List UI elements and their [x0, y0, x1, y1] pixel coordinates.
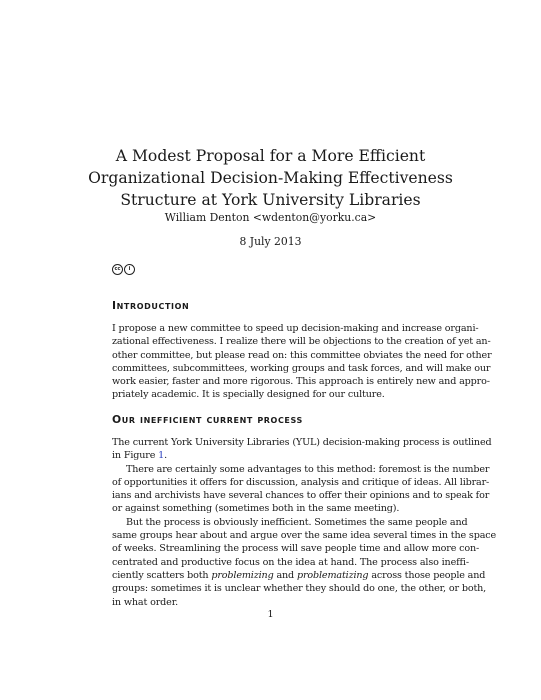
- text-line: committees, subcommittees, working groups and task forces, and will make our: [112, 362, 491, 374]
- text-line: groups: sometimes it is unclear whether they should do one, the other, or both,: [112, 583, 487, 595]
- emphasis-problemizing: problemizing: [211, 569, 274, 581]
- text-line: centrated and productive focus on the idea at hand. The process also ineffi-: [112, 556, 469, 568]
- text-fragment: across those people and: [368, 569, 486, 581]
- text-line: work easier, faster and more rigorous. This approach is entirely new and appro-: [112, 376, 490, 388]
- current-process-paragraph-2: [112, 463, 490, 516]
- text-line: [112, 449, 430, 462]
- text-line: The current York University Libraries (YUL) decision-making process is outlined: [112, 437, 492, 448]
- text-line: other committee, but please read on: this committee obviates the need for other: [112, 349, 492, 361]
- title-line: Organizational Decision-Making Effectiveness: [88, 169, 453, 187]
- cc-icon: cc: [112, 264, 123, 275]
- current-process-paragraph-1: [112, 436, 492, 463]
- by-icon: i: [124, 264, 135, 275]
- text-line: of weeks. Streamlining the process will save people time and allow more con-: [112, 543, 480, 555]
- intro-paragraph: [112, 322, 492, 402]
- text-line: or against something (sometimes both in the same meeting).: [112, 503, 400, 515]
- current-process-paragraph-3: [112, 516, 497, 609]
- text-fragment: ciently scatters both: [112, 569, 212, 581]
- text-fragment: in Figure: [112, 450, 159, 462]
- text-line: I propose a new committee to speed up decision-making and increase organi-: [112, 323, 479, 334]
- text-line: priately academic. It is specially designed for our culture.: [112, 389, 385, 401]
- page-number: 1: [267, 609, 274, 620]
- text-line: in what order.: [112, 596, 178, 608]
- section-heading-introduction: Introduction: [112, 299, 190, 312]
- text-line: There are certainly some advantages to this method: foremost is the number: [126, 463, 490, 475]
- text-line: ians and archivists have several chances to offer their opinions and to speak for: [112, 490, 490, 502]
- text-fragment: and: [273, 569, 297, 581]
- title-line: A Modest Proposal for a More Efficient: [115, 147, 426, 165]
- creative-commons-by-icon: [112, 264, 135, 275]
- text-line: zational effectiveness. I realize there will be objections to the creation of yet an-: [112, 336, 491, 348]
- text-line: same groups hear about and argue over the same idea several times in the space: [112, 530, 497, 542]
- text-fragment: .: [164, 450, 168, 462]
- text-line: But the process is obviously inefficient. Sometimes the same people and: [126, 516, 468, 528]
- text-line: of opportunities it offers for discussion, analysis and critique of ideas. All librar-: [112, 476, 490, 488]
- section-heading-current-process: Our inefficient current process: [112, 413, 303, 426]
- title-line: Structure at York University Libraries: [120, 191, 421, 209]
- author-line: William Denton <wdenton@yorku.ca>: [164, 211, 377, 224]
- paper-title: [0, 145, 541, 211]
- figure-reference-link[interactable]: 1: [158, 450, 165, 462]
- publication-date: 8 July 2013: [239, 235, 302, 248]
- emphasis-problematizing: problematizing: [296, 569, 369, 581]
- text-line: [112, 569, 486, 582]
